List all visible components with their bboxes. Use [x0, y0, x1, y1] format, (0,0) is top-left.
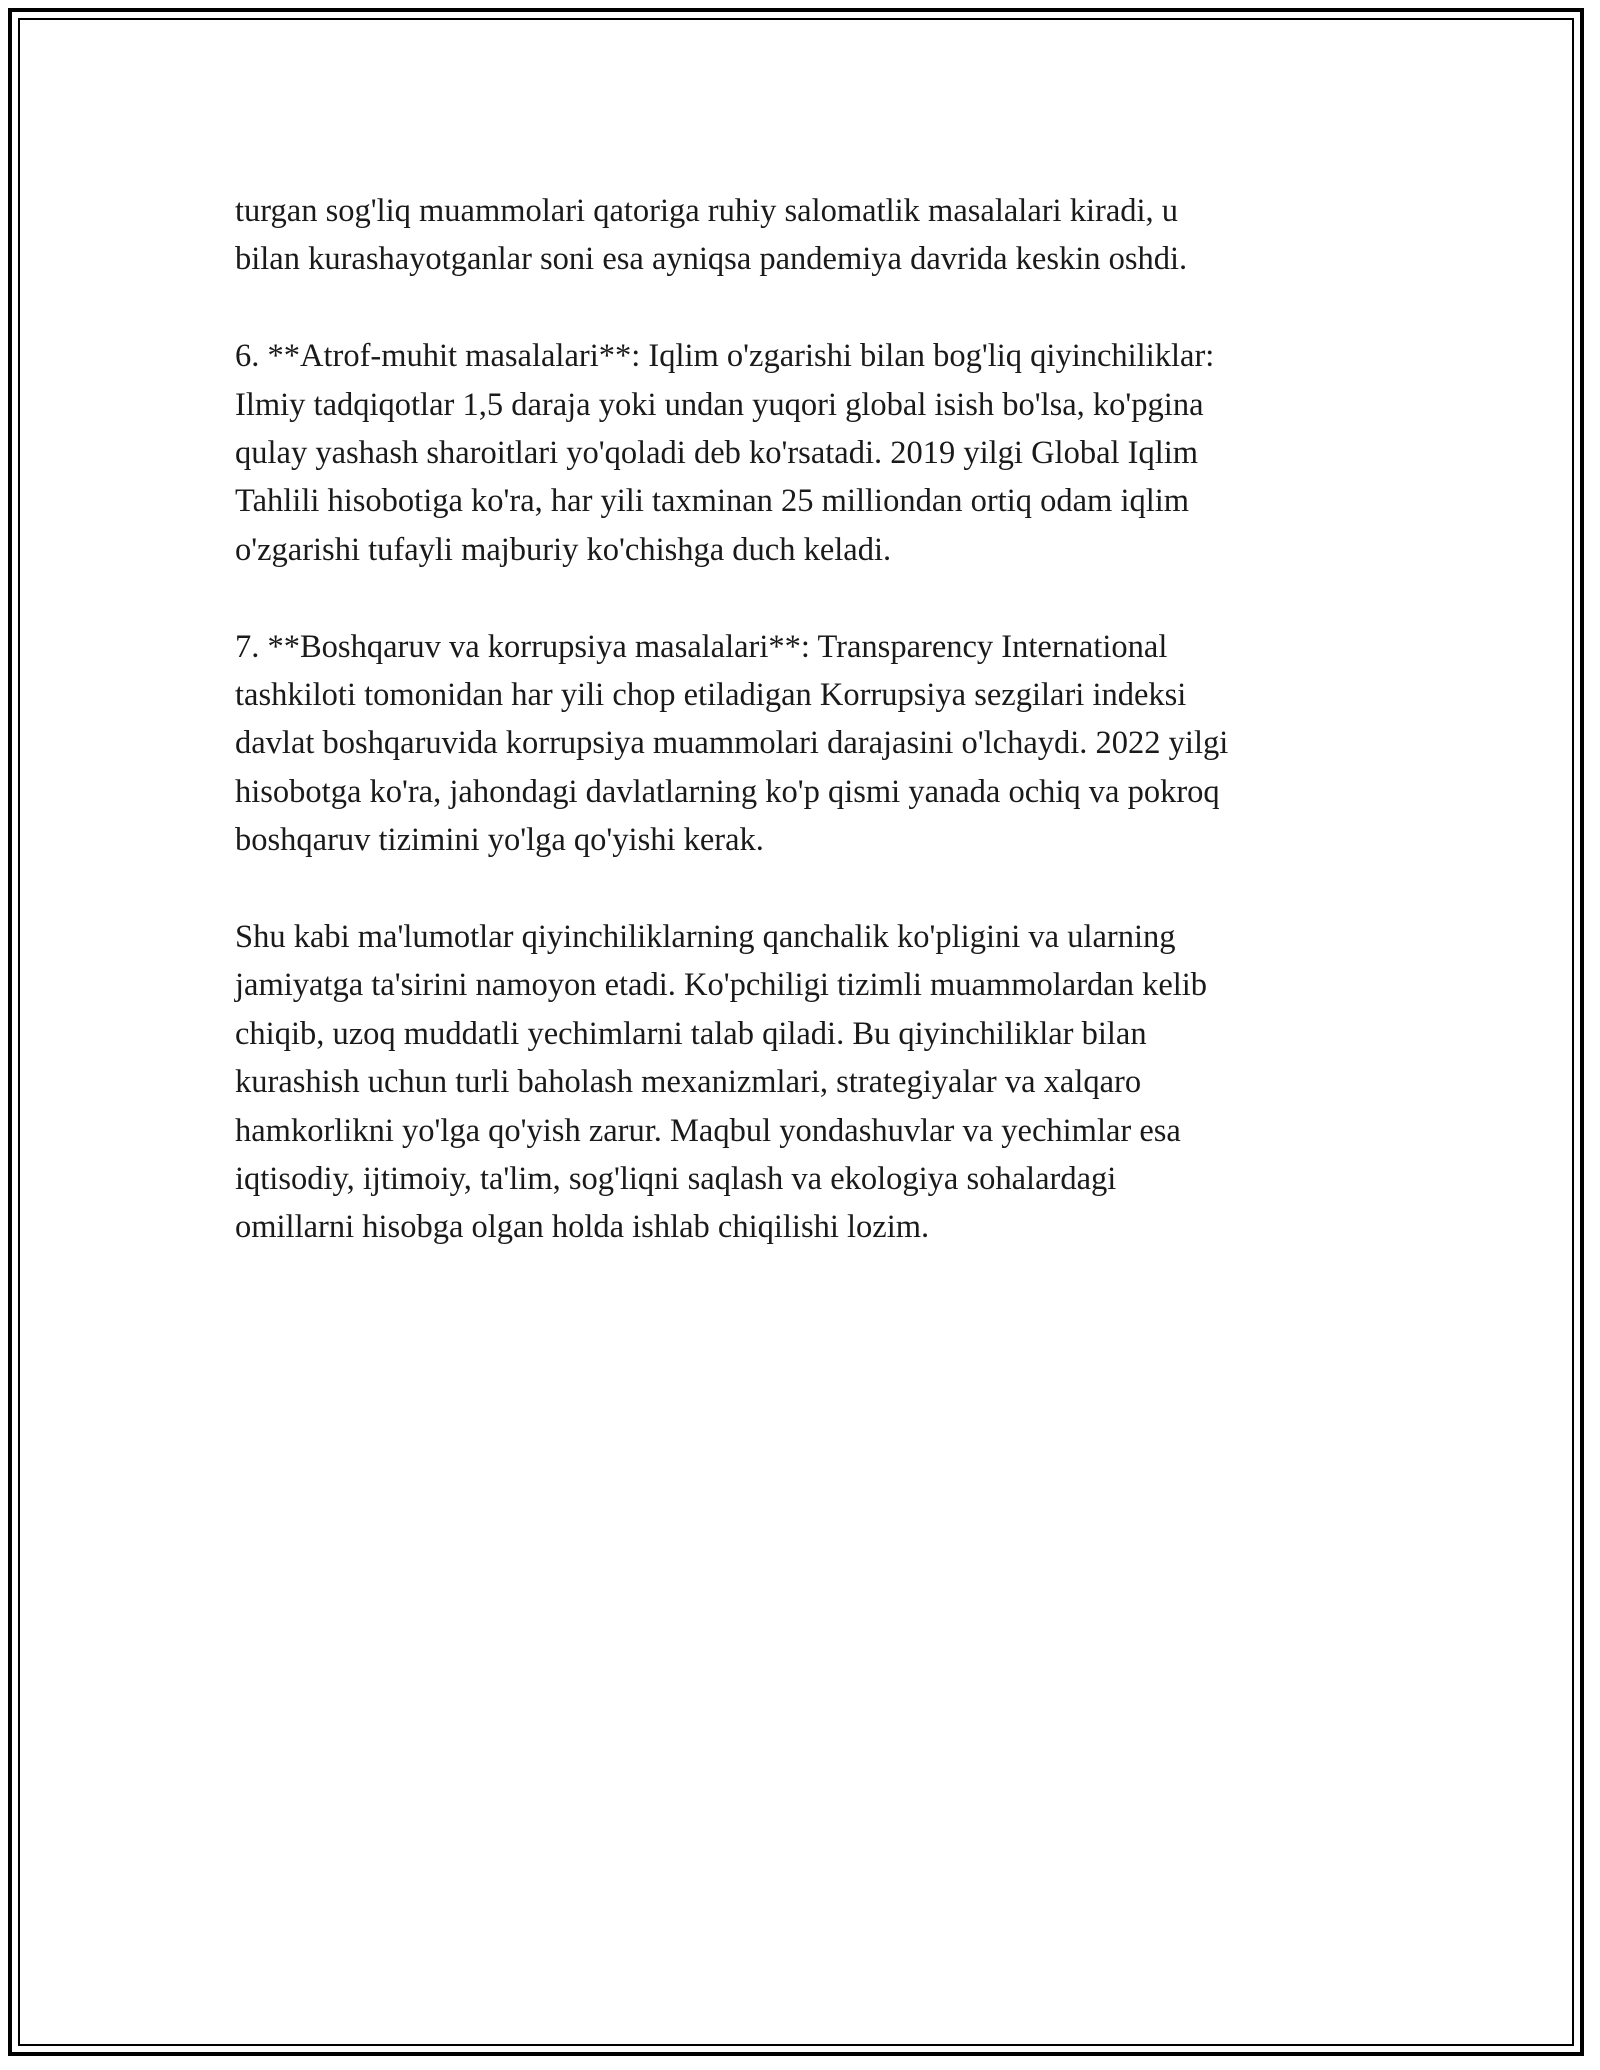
- text-line: hisobotga ko'ra, jahondagi davlatlarning ko'p qismi yanada ochiq va pokroq: [235, 773, 1220, 810]
- text-line: o'zgarishi tufayli majburiy ko'chishga duch keladi.: [235, 531, 892, 568]
- paragraph-governance: [235, 623, 1395, 865]
- paragraph-conclusion: [235, 913, 1395, 1252]
- text-line: jamiyatga ta'sirini namoyon etadi. Ko'pchiligi tizimli muammolardan kelib: [235, 967, 1208, 1004]
- text-line: kurashish uchun turli baholash mexanizmlari, strategiyalar va xalqaro: [235, 1064, 1142, 1101]
- text-line: davlat boshqaruvida korrupsiya muammolari darajasini o'lchaydi. 2022 yilgi: [235, 725, 1229, 762]
- text-line: tashkiloti tomonidan har yili chop etiladigan Korrupsiya sezgilari indeksi: [235, 677, 1187, 714]
- text-line: Shu kabi ma'lumotlar qiyinchiliklarning qanchalik ko'pligini va ularning: [235, 919, 1176, 956]
- text-line: qulay yashash sharoitlari yo'qoladi deb ko'rsatadi. 2019 yilgi Global Iqlim: [235, 435, 1199, 472]
- paragraph-environment: [235, 332, 1395, 574]
- text-line: Tahlili hisobotiga ko'ra, har yili taxminan 25 milliondan ortiq odam iqlim: [235, 483, 1190, 520]
- text-line: 7. **Boshqaruv va korrupsiya masalalari**: Transparency International: [235, 628, 1168, 665]
- text-line: boshqaruv tizimini yo'lga qo'yishi kerak.: [235, 822, 764, 859]
- text-line: 6. **Atrof-muhit masalalari**: Iqlim o'zgarishi bilan bog'liq qiyinchiliklar:: [235, 338, 1215, 375]
- text-line: hamkorlikni yo'lga qo'yish zarur. Maqbul yondashuvlar va yechimlar esa: [235, 1112, 1181, 1149]
- text-line: omillarni hisobga olgan holda ishlab chiqilishi lozim.: [235, 1209, 930, 1246]
- text-line: iqtisodiy, ijtimoiy, ta'lim, sog'liqni saqlash va ekologiya sohalardagi: [235, 1161, 1117, 1198]
- paragraph-health-continuation: [235, 187, 1395, 284]
- text-line: chiqib, uzoq muddatli yechimlarni talab qiladi. Bu qiyinchiliklar bilan: [235, 1015, 1147, 1052]
- text-line: Ilmiy tadqiqotlar 1,5 daraja yoki undan yuqori global isish bo'lsa, ko'pgina: [235, 386, 1204, 423]
- document-body: [235, 187, 1395, 1300]
- text-line: turgan sog'liq muammolari qatoriga ruhiy salomatlik masalalari kiradi, u: [235, 193, 1179, 229]
- text-line: bilan kurashayotganlar soni esa ayniqsa pandemiya davrida keskin oshdi.: [235, 241, 1188, 278]
